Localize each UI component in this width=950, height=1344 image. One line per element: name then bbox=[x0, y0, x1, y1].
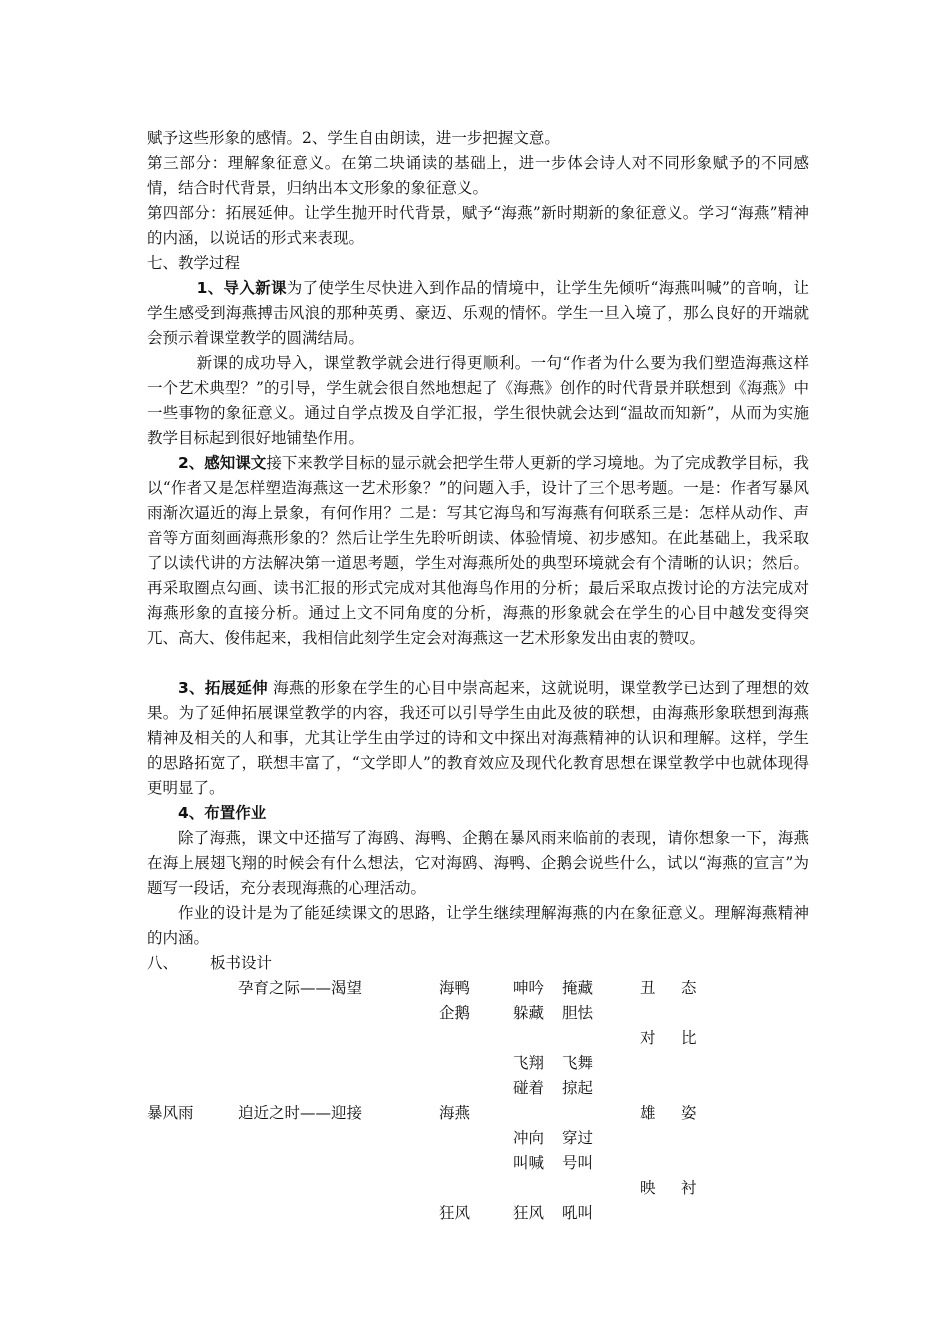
paragraph-step2 bbox=[147, 451, 809, 651]
board-result-1b: 态 bbox=[681, 979, 697, 997]
step1-body: 为了使学生尽快进入到作品的情境中，让学生先倾听“海燕叫喊”的音响，让学生感受到海燕搏击风浪的那种英勇、豪迈、乐观的情怀。学生一旦入境了，那么良好的开端就会预示着课堂教学的圆满结局。 bbox=[147, 279, 809, 347]
paragraph-text: 第四部分：拓展延伸。让学生抛开时代背景，赋予“海燕”新时期新的象征意义。学习“海燕”精神的内涵，以说话的形式来表现。 bbox=[147, 204, 809, 247]
section-seven-title bbox=[147, 251, 809, 276]
board-result-2b: 比 bbox=[681, 1029, 697, 1047]
board-heading-number: 八、 bbox=[147, 954, 179, 972]
board-action-1a: 呻吟 bbox=[513, 979, 545, 997]
board-bird-3: 海燕 bbox=[439, 1104, 471, 1122]
board-stage-1: 孕育之际——渴望 bbox=[238, 979, 363, 997]
board-result-1a: 丑 bbox=[640, 979, 656, 997]
step3-heading: 3、拓展延伸 bbox=[178, 679, 268, 697]
paragraph-part2-end bbox=[147, 126, 809, 151]
board-result-4a: 映 bbox=[640, 1179, 656, 1197]
step4-heading: 4、布置作业 bbox=[178, 804, 267, 822]
paragraph-part3 bbox=[147, 151, 809, 201]
board-action-6a: 叫喊 bbox=[513, 1154, 545, 1172]
paragraph-step3 bbox=[147, 676, 809, 801]
section-title-text: 七、教学过程 bbox=[147, 254, 241, 272]
board-action-5a: 冲向 bbox=[513, 1129, 545, 1147]
board-action-3a: 飞翔 bbox=[513, 1054, 545, 1072]
board-bird-1: 海鸭 bbox=[439, 979, 471, 997]
paragraph-part4 bbox=[147, 201, 809, 251]
board-result-3b: 姿 bbox=[681, 1104, 697, 1122]
paragraph-text: 作业的设计是为了能延续课文的思路，让学生继续理解海燕的内在象征意义。理解海燕精神的内涵。 bbox=[147, 904, 809, 947]
board-action-7a: 狂风 bbox=[513, 1204, 545, 1222]
board-stage-2: 迫近之时——迎接 bbox=[238, 1104, 363, 1122]
paragraph-homework bbox=[147, 826, 809, 901]
board-action-2a: 躲藏 bbox=[513, 1004, 545, 1022]
step1-heading: 1、导入新课 bbox=[196, 279, 287, 297]
paragraph-text: 除了海燕，课文中还描写了海鸥、海鸭、企鹅在暴风雨来临前的表现，请你想象一下，海燕在海上展翅飞翔的时候会有什么想法，它对海鸥、海鸭、企鹅会说些什么，试以“海燕的宣言”为题写一段话，充分表现海燕的心理活动。 bbox=[147, 829, 809, 897]
board-action-1b: 掩藏 bbox=[562, 979, 594, 997]
paragraph-text: 第三部分：理解象征意义。在第二块诵读的基础上，进一步体会诗人对不同形象赋予的不同感情，结合时代背景，归纳出本文形象的象征意义。 bbox=[147, 154, 809, 197]
paragraph-homework-purpose bbox=[147, 901, 809, 951]
paragraph-text: 新课的成功导入，课堂教学就会进行得更顺利。一句“作者为什么要为我们塑造海燕这样一个艺术典型？”的引导，学生就会很自然地想起了《海燕》创作的时代背景并联想到《海燕》中一些事物的象征意义。通过自学点拨及自学汇报，学生很快就会达到“温故而知新”，从而为实施教学目标起到很好地铺垫作用。 bbox=[147, 354, 809, 447]
board-bird-2: 企鹅 bbox=[439, 1004, 471, 1022]
paragraph-step1 bbox=[147, 276, 809, 351]
paragraph-text: 赋予这些形象的感情。2、学生自由朗读，进一步把握文意。 bbox=[147, 129, 560, 147]
board-action-6b: 号叫 bbox=[562, 1154, 594, 1172]
board-storm-label: 暴风雨 bbox=[147, 1104, 194, 1122]
paragraph-step1-continued bbox=[147, 351, 809, 451]
board-heading-title: 板书设计 bbox=[210, 954, 273, 972]
board-bird-4: 狂风 bbox=[439, 1204, 471, 1222]
step3-body: 海燕的形象在学生的心目中崇高起来，这就说明，课堂教学已达到了理想的效果。为了延伸拓展课堂教学的内容，我还可以引导学生由此及彼的联想，由海燕形象联想到海燕精神及相关的人和事，尤其让学生由学过的诗和文中探出对海燕精神的认识和理解。这样，学生的思路拓宽了，联想丰富了，“文学即人”的教育效应及现代化教育思想在课堂教学中也就体现得更明显了。 bbox=[147, 679, 809, 797]
board-result-2a: 对 bbox=[640, 1029, 656, 1047]
board-action-4b: 掠起 bbox=[562, 1079, 594, 1097]
board-action-2b: 胆怯 bbox=[562, 1004, 594, 1022]
board-action-3b: 飞舞 bbox=[562, 1054, 594, 1072]
board-action-7b: 吼叫 bbox=[562, 1204, 594, 1222]
step2-heading: 2、感知课文 bbox=[178, 454, 267, 472]
board-action-5b: 穿过 bbox=[562, 1129, 594, 1147]
board-result-4b: 衬 bbox=[681, 1179, 697, 1197]
board-result-3a: 雄 bbox=[640, 1104, 656, 1122]
step4-heading-line bbox=[147, 801, 809, 826]
step2-body: 接下来教学目标的显示就会把学生带人更新的学习境地。为了完成教学目标，我以“作者又是怎样塑造海燕这一艺术形象？”的问题入手，设计了三个思考题。一是：作者写暴风雨渐次逼近的海上景象，有何作用？二是：写其它海鸟和写海燕有何联系三是：怎样从动作、声音等方面刻画海燕形象的？然后让学生先聆听朗读、体验情境、初步感知。在此基础上，我采取了以读代讲的方法解决第一道思考题，学生对海燕所处的典型环境就会有个清晰的认识；然后。再采取圈点勾画、读书汇报的形式完成对其他海鸟作用的分析；最后采取点拨讨论的方法完成对海燕形象的直接分析。通过上文不同角度的分析，海燕的形象就会在学生的心目中越发变得突兀、高大、俊伟起来，我相信此刻学生定会对海燕这一艺术形象发出由衷的赞叹。 bbox=[147, 454, 809, 647]
board-action-4a: 碰着 bbox=[513, 1079, 545, 1097]
